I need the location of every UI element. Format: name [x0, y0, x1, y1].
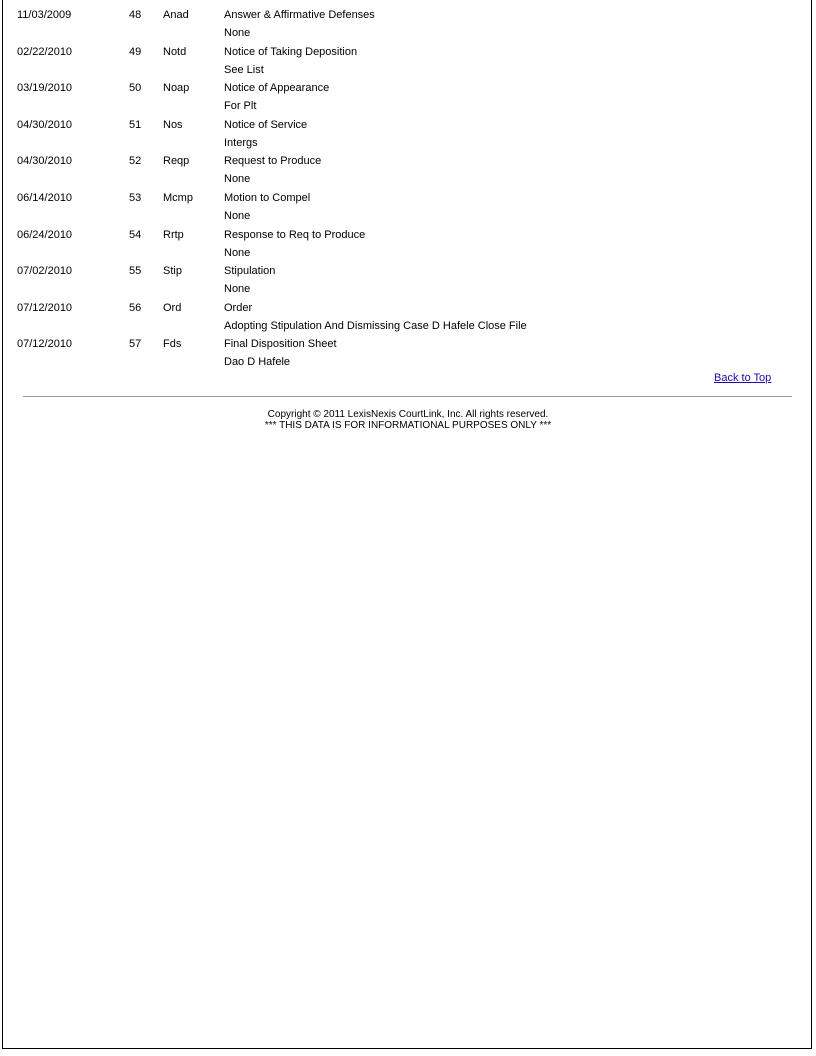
entry-date: 07/12/2010 [17, 301, 73, 314]
docket-entry [17, 6, 797, 43]
entry-description: Order [224, 301, 253, 314]
entry-number: 53 [129, 191, 142, 204]
docket-entry [17, 299, 797, 336]
entry-code: Mcmp [163, 191, 193, 204]
docket-entries [17, 6, 797, 372]
copyright-text: Copyright © 2011 LexisNexis CourtLink, Inc. All rights reserved. [267, 409, 549, 420]
footer [0, 409, 816, 431]
entry-description: Stipulation [224, 265, 276, 278]
entry-detail: Adopting Stipulation And Dismissing Case D Hafele Close File [224, 319, 527, 332]
entry-number: 52 [129, 155, 142, 168]
entry-date: 07/02/2010 [17, 265, 73, 278]
docket-entry [17, 43, 797, 80]
entry-number: 56 [129, 301, 142, 314]
entry-date: 07/12/2010 [17, 338, 73, 351]
entry-description: Notice of Taking Deposition [224, 45, 358, 58]
entry-detail: Intergs [224, 136, 258, 149]
entry-date: 04/30/2010 [17, 118, 73, 131]
docket-entry [17, 79, 797, 116]
entry-code: Fds [163, 338, 182, 351]
entry-detail: Dao D Hafele [224, 356, 291, 369]
entry-detail: None [224, 283, 251, 296]
docket-entry [17, 116, 797, 153]
entry-code: Ord [163, 301, 182, 314]
docket-entry [17, 152, 797, 189]
entry-detail: None [224, 173, 251, 186]
entry-description: Response to Req to Produce [224, 228, 366, 241]
entry-date: 03/19/2010 [17, 82, 73, 95]
entry-number: 55 [129, 265, 142, 278]
entry-code: Noap [163, 82, 190, 95]
entry-number: 57 [129, 338, 142, 351]
entry-description: Notice of Service [224, 118, 308, 131]
entry-number: 49 [129, 45, 142, 58]
docket-entry [17, 189, 797, 226]
entry-detail: For Plt [224, 100, 257, 113]
docket-entry [17, 226, 797, 263]
entry-date: 11/03/2009 [17, 9, 72, 21]
back-to-top-link[interactable]: Back to Top [714, 372, 772, 384]
entry-code: Reqp [163, 155, 190, 168]
docket-entry [17, 262, 797, 299]
entry-date: 02/22/2010 [17, 45, 73, 58]
footer-divider [23, 396, 792, 397]
entry-code: Rrtp [163, 228, 184, 241]
entry-date: 06/24/2010 [17, 228, 73, 241]
entry-date: 06/14/2010 [17, 191, 73, 204]
entry-detail: None [224, 246, 251, 259]
entry-number: 51 [129, 118, 142, 131]
entry-code: Notd [163, 45, 187, 58]
entry-number: 54 [129, 228, 142, 241]
entry-number: 48 [129, 9, 142, 21]
entry-description: Answer & Affirmative Defenses [224, 9, 375, 21]
entry-detail: None [224, 209, 251, 222]
disclaimer-text: *** THIS DATA IS FOR INFORMATIONAL PURPOSES ONLY *** [264, 420, 552, 431]
entry-code: Stip [163, 265, 182, 278]
entry-detail: See List [224, 63, 264, 76]
entry-description: Final Disposition Sheet [224, 338, 337, 351]
entry-detail: None [224, 27, 251, 39]
entry-date: 04/30/2010 [17, 155, 73, 168]
docket-entry [17, 335, 797, 372]
entry-description: Motion to Compel [224, 191, 311, 204]
entry-description: Request to Produce [224, 155, 322, 168]
entry-code: Nos [163, 118, 183, 131]
entry-description: Notice of Appearance [224, 82, 330, 95]
entry-number: 50 [129, 82, 142, 95]
entry-code: Anad [163, 9, 189, 21]
